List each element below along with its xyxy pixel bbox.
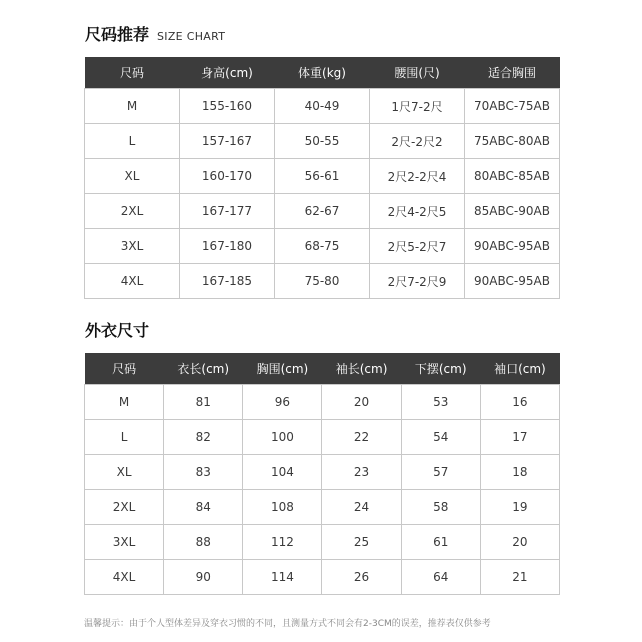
size-chart-table	[84, 57, 560, 299]
table-cell: 64	[401, 560, 480, 595]
disclaimer-note: 温馨提示：由于个人型体差异及穿衣习惯的不同，且测量方式不同会有2-3CM的误差，推荐表仅供参考	[84, 619, 491, 629]
column-header: 袖长(cm)	[322, 353, 401, 385]
table-cell: M	[85, 385, 164, 420]
table-cell: 2尺7-2尺9	[370, 264, 465, 299]
table-cell: 90ABC-95AB	[465, 229, 560, 264]
table-cell: 70ABC-75AB	[465, 89, 560, 124]
table-cell: 2XL	[85, 490, 164, 525]
table-cell: 2XL	[85, 194, 180, 229]
table-row	[85, 385, 560, 420]
table-cell: 16	[480, 385, 559, 420]
table-cell: 160-170	[180, 159, 275, 194]
table-cell: 81	[164, 385, 243, 420]
table-cell: 54	[401, 420, 480, 455]
size-chart-title	[85, 22, 225, 45]
table-cell: 2尺-2尺2	[370, 124, 465, 159]
table-cell: 21	[480, 560, 559, 595]
table-cell: 100	[243, 420, 322, 455]
table-cell: 82	[164, 420, 243, 455]
garment-size-title	[85, 318, 149, 341]
table-cell: 1尺7-2尺	[370, 89, 465, 124]
table-cell: 108	[243, 490, 322, 525]
table-cell: 4XL	[85, 264, 180, 299]
table-cell: 167-177	[180, 194, 275, 229]
table-cell: XL	[85, 159, 180, 194]
table-cell: 83	[164, 455, 243, 490]
table-cell: 80ABC-85AB	[465, 159, 560, 194]
table-cell: 50-55	[275, 124, 370, 159]
table-row	[85, 264, 560, 299]
column-header: 胸围(cm)	[243, 353, 322, 385]
column-header: 身高(cm)	[180, 57, 275, 89]
table-cell: 88	[164, 525, 243, 560]
table-cell: 155-160	[180, 89, 275, 124]
size-chart-title-cn: 尺码推荐	[85, 25, 150, 44]
table-cell: 53	[401, 385, 480, 420]
table-row	[85, 229, 560, 264]
table-row	[85, 560, 560, 595]
table-row	[85, 194, 560, 229]
table-row	[85, 525, 560, 560]
column-header: 尺码	[85, 353, 164, 385]
column-header: 体重(kg)	[275, 57, 370, 89]
table-cell: 75-80	[275, 264, 370, 299]
table-cell: 112	[243, 525, 322, 560]
table-cell: 24	[322, 490, 401, 525]
table-cell: 2尺2-2尺4	[370, 159, 465, 194]
garment-size-title-cn: 外衣尺寸	[85, 321, 150, 340]
table-cell: 22	[322, 420, 401, 455]
table-cell: 167-185	[180, 264, 275, 299]
table-row	[85, 159, 560, 194]
table-cell: 26	[322, 560, 401, 595]
column-header: 衣长(cm)	[164, 353, 243, 385]
table-cell: 96	[243, 385, 322, 420]
table-cell: 2尺4-2尺5	[370, 194, 465, 229]
table-cell: 90ABC-95AB	[465, 264, 560, 299]
table-cell: 40-49	[275, 89, 370, 124]
table-row	[85, 89, 560, 124]
table-cell: 20	[322, 385, 401, 420]
table-cell: L	[85, 124, 180, 159]
table-row	[85, 455, 560, 490]
table-cell: 56-61	[275, 159, 370, 194]
column-header: 袖口(cm)	[480, 353, 559, 385]
table-cell: XL	[85, 455, 164, 490]
table-cell: 85ABC-90AB	[465, 194, 560, 229]
table-header-row	[85, 57, 560, 89]
column-header: 适合胸围	[465, 57, 560, 89]
table-cell: 84	[164, 490, 243, 525]
table-row	[85, 490, 560, 525]
table-cell: L	[85, 420, 164, 455]
table-cell: 18	[480, 455, 559, 490]
table-cell: 104	[243, 455, 322, 490]
table-cell: 3XL	[85, 229, 180, 264]
table-cell: 75ABC-80AB	[465, 124, 560, 159]
table-cell: 61	[401, 525, 480, 560]
table-cell: 62-67	[275, 194, 370, 229]
table-cell: 19	[480, 490, 559, 525]
table-cell: 20	[480, 525, 559, 560]
table-cell: 68-75	[275, 229, 370, 264]
table-cell: 3XL	[85, 525, 164, 560]
table-cell: 167-180	[180, 229, 275, 264]
table-cell: 90	[164, 560, 243, 595]
table-row	[85, 420, 560, 455]
table-cell: 157-167	[180, 124, 275, 159]
table-row	[85, 124, 560, 159]
table-cell: 25	[322, 525, 401, 560]
column-header: 尺码	[85, 57, 180, 89]
column-header: 腰围(尺)	[370, 57, 465, 89]
table-cell: 17	[480, 420, 559, 455]
table-cell: 2尺5-2尺7	[370, 229, 465, 264]
garment-size-table	[84, 353, 560, 595]
size-chart-title-en: SIZE CHART	[157, 30, 226, 43]
table-cell: 58	[401, 490, 480, 525]
table-cell: 23	[322, 455, 401, 490]
table-header-row	[85, 353, 560, 385]
column-header: 下摆(cm)	[401, 353, 480, 385]
table-cell: 114	[243, 560, 322, 595]
table-cell: 4XL	[85, 560, 164, 595]
table-cell: M	[85, 89, 180, 124]
table-cell: 57	[401, 455, 480, 490]
